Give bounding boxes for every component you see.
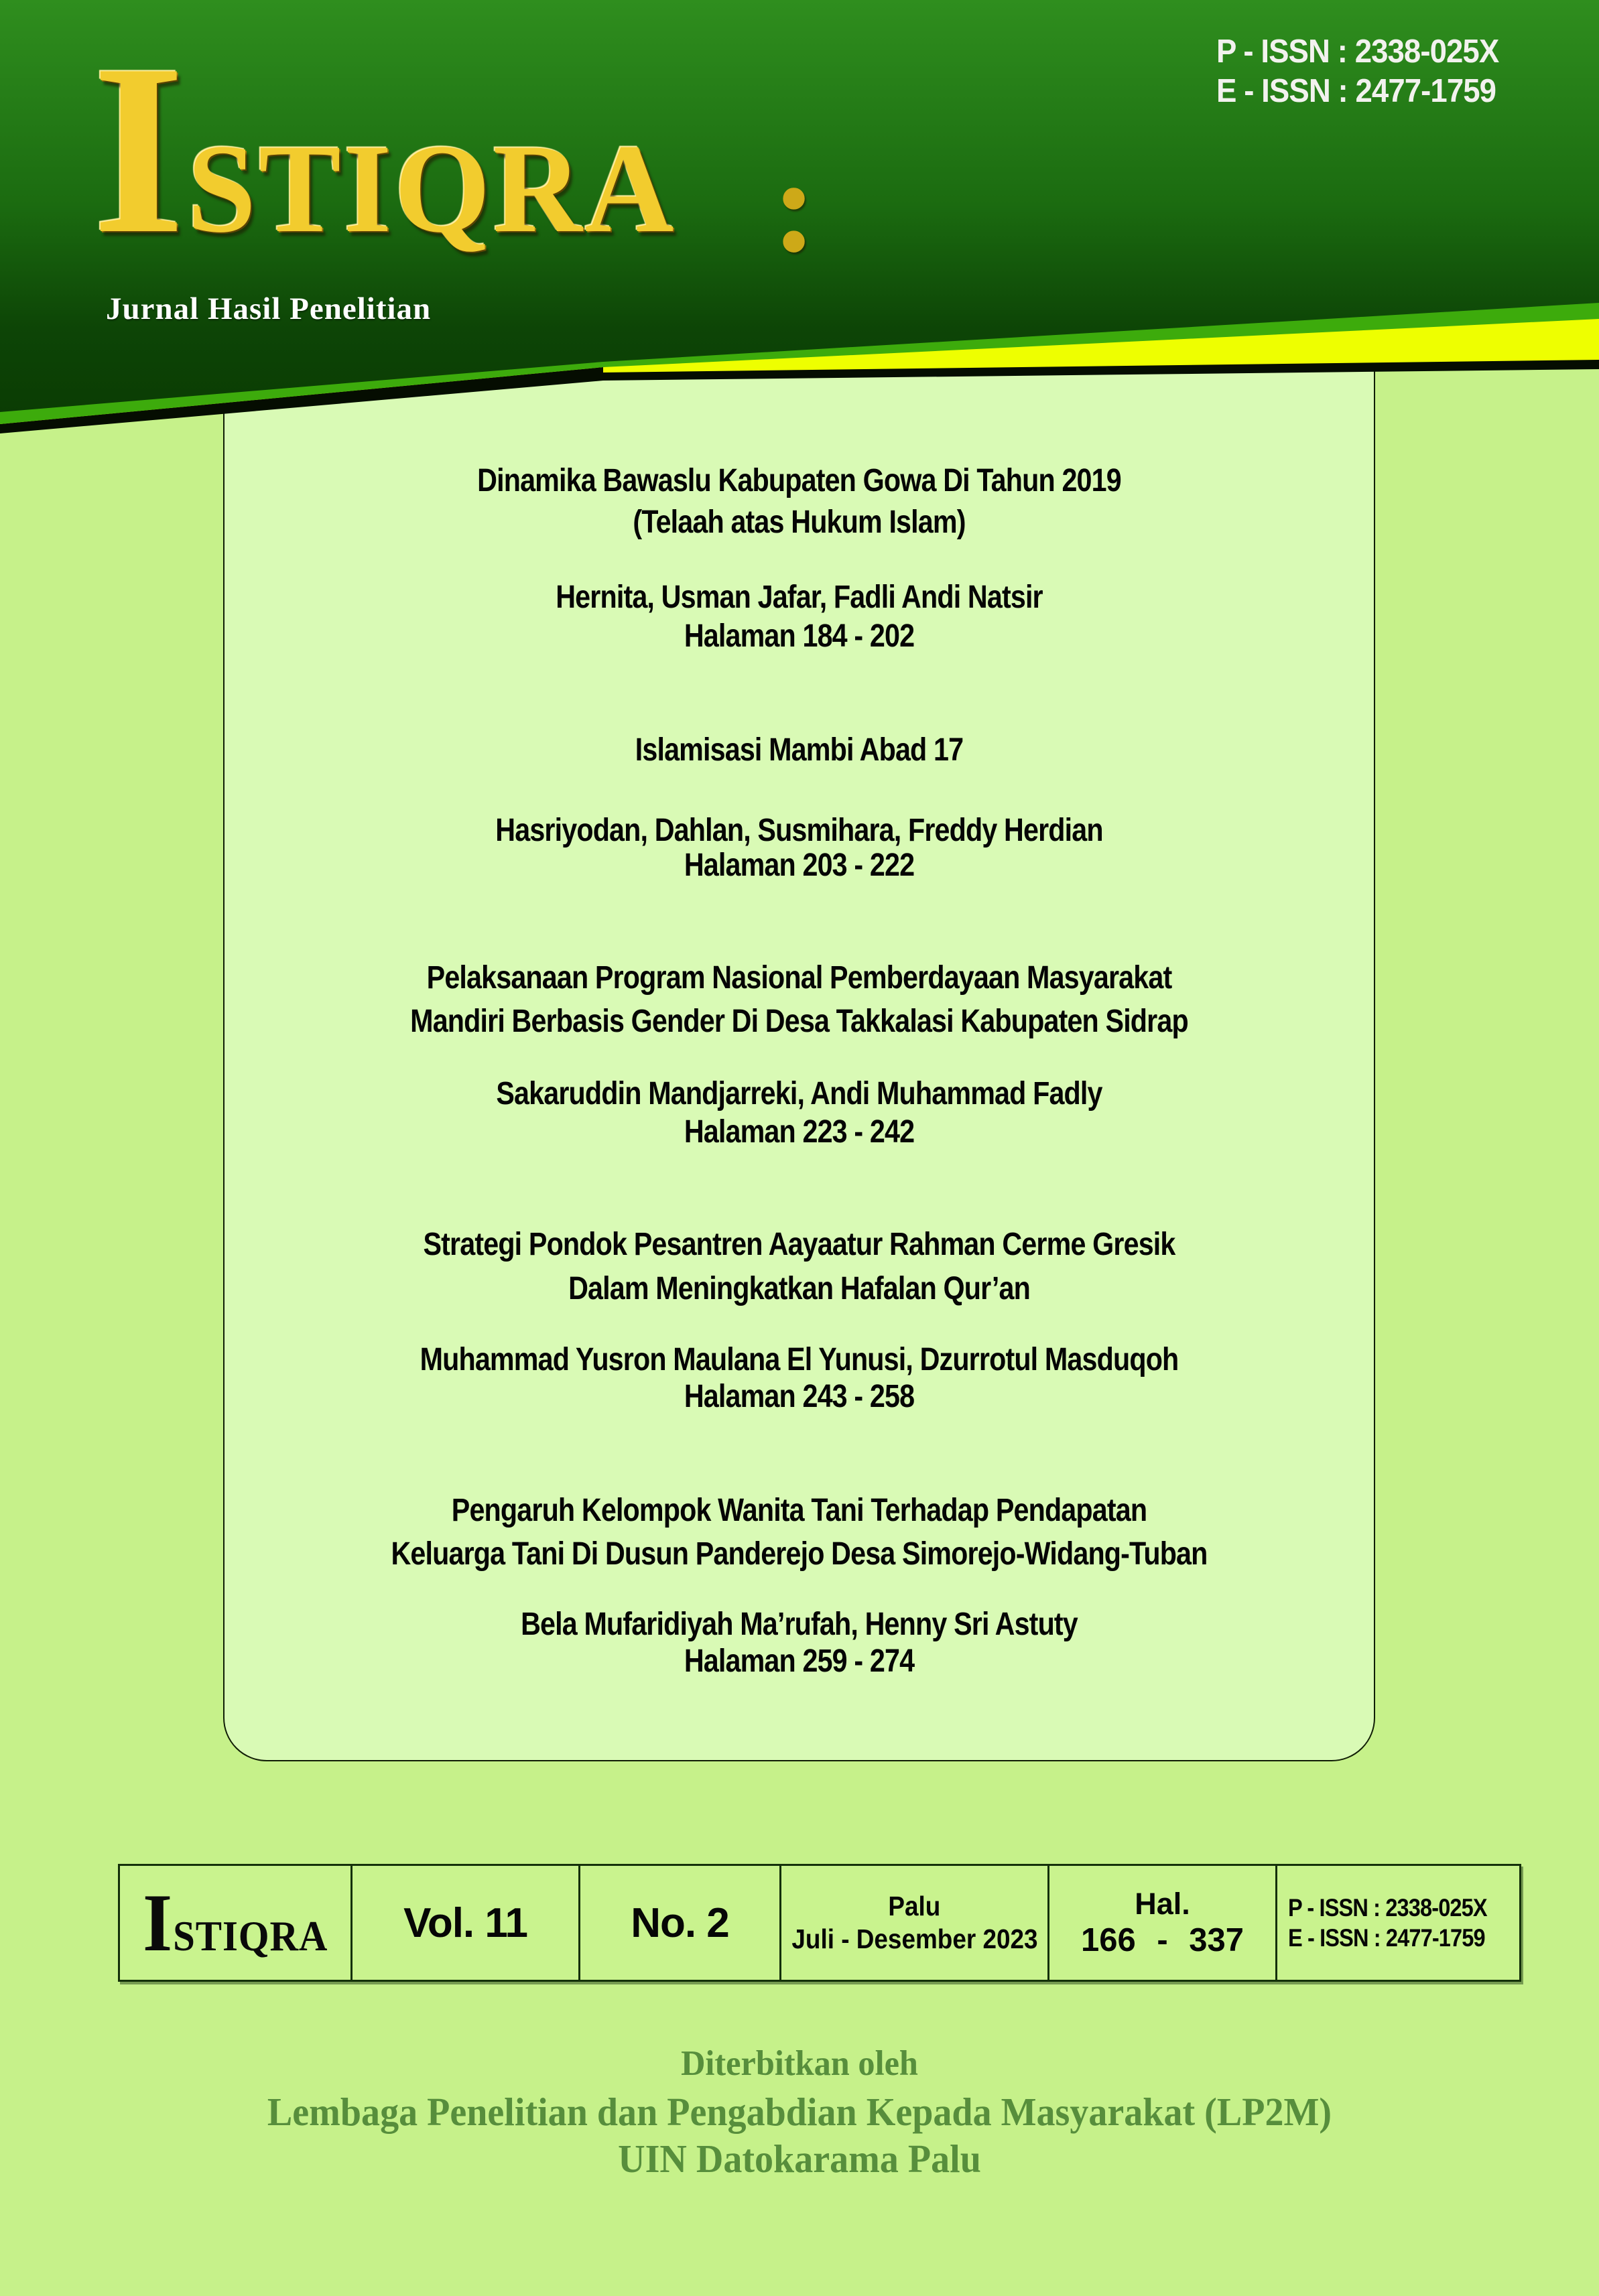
- article-authors: Hasriyodan, Dahlan, Susmihara, Freddy Herdian: [495, 813, 1103, 848]
- publisher-line: UIN Datokarama Palu: [618, 2137, 981, 2181]
- article-title-line: Strategi Pondok Pesantren Aayaatur Rahman Cerme Gresik: [423, 1227, 1175, 1262]
- issn-block: [1216, 32, 1498, 111]
- article-title-line: (Telaah atas Hukum Islam): [633, 504, 966, 540]
- article-pages: Halaman 223 - 242: [684, 1114, 915, 1150]
- article-title-line: Pelaksanaan Program Nasional Pemberdayaan Masyarakat: [426, 960, 1172, 996]
- period-label: Juli - Desember 2023: [791, 1923, 1038, 1954]
- pages-label: Hal.: [1135, 1887, 1190, 1921]
- article-authors: Hernita, Usman Jafar, Fadli Andi Natsir: [556, 580, 1043, 615]
- article-authors: Sakaruddin Mandjarreki, Andi Muhammad Fadly: [496, 1076, 1102, 1111]
- article-pages: Halaman 203 - 222: [684, 848, 915, 883]
- article-pages: Halaman 243 - 258: [684, 1379, 915, 1414]
- publisher-line: Lembaga Penelitian dan Pengabdian Kepada Masyarakat (LP2M): [267, 2090, 1332, 2134]
- article-title-line: Dinamika Bawaslu Kabupaten Gowa Di Tahun 2019: [477, 463, 1121, 498]
- article-title-line: Pengaruh Kelompok Wanita Tani Terhadap Pendapatan: [451, 1493, 1147, 1528]
- toc-panel: [223, 365, 1375, 1761]
- issue-city-cell: [779, 1866, 1047, 1980]
- article-pages: Halaman 259 - 274: [684, 1643, 915, 1679]
- article-authors: Bela Mufaridiyah Ma’rufah, Henny Sri Astuty: [521, 1607, 1078, 1642]
- issue-issn-cell: [1275, 1866, 1519, 1980]
- e-issn: E - ISSN : 2477-1759: [1288, 1924, 1485, 1952]
- p-issn: P - ISSN : 2338-025X: [1216, 33, 1499, 70]
- e-issn: E - ISSN : 2477-1759: [1216, 73, 1496, 109]
- pages-range: 166 - 337: [1080, 1922, 1244, 1958]
- journal-tagline: Jurnal Hasil Penelitian: [106, 291, 432, 326]
- publisher-line: Diterbitkan oleh: [681, 2044, 918, 2083]
- article-title-line: Keluarga Tani Di Dusun Panderejo Desa Simorejo-Widang-Tuban: [391, 1536, 1208, 1572]
- issue-number-cell: [578, 1866, 779, 1980]
- issue-info-bar: [118, 1864, 1521, 1982]
- article-title-line: Dalam Meningkatkan Hafalan Qur’an: [568, 1271, 1030, 1306]
- issue-journal-cell: [120, 1866, 350, 1980]
- article-authors: Muhammad Yusron Maulana El Yunusi, Dzurrotul Masduqoh: [420, 1342, 1179, 1377]
- logo-colon: :: [772, 132, 817, 280]
- journal-logo: Istiqra: [92, 13, 677, 284]
- number-label: No. 2: [631, 1899, 729, 1946]
- p-issn: P - ISSN : 2338-025X: [1288, 1894, 1487, 1921]
- volume-label: Vol. 11: [403, 1899, 527, 1946]
- article-title-line: Mandiri Berbasis Gender Di Desa Takkalasi Kabupaten Sidrap: [410, 1004, 1188, 1039]
- article-title-line: Islamisasi Mambi Abad 17: [635, 732, 964, 768]
- issue-pages-cell: [1047, 1866, 1275, 1980]
- journal-logo-small: Istiqra: [142, 1877, 328, 1969]
- article-pages: Halaman 184 - 202: [684, 618, 915, 654]
- issue-volume-cell: [350, 1866, 578, 1980]
- city-label: Palu: [888, 1891, 941, 1921]
